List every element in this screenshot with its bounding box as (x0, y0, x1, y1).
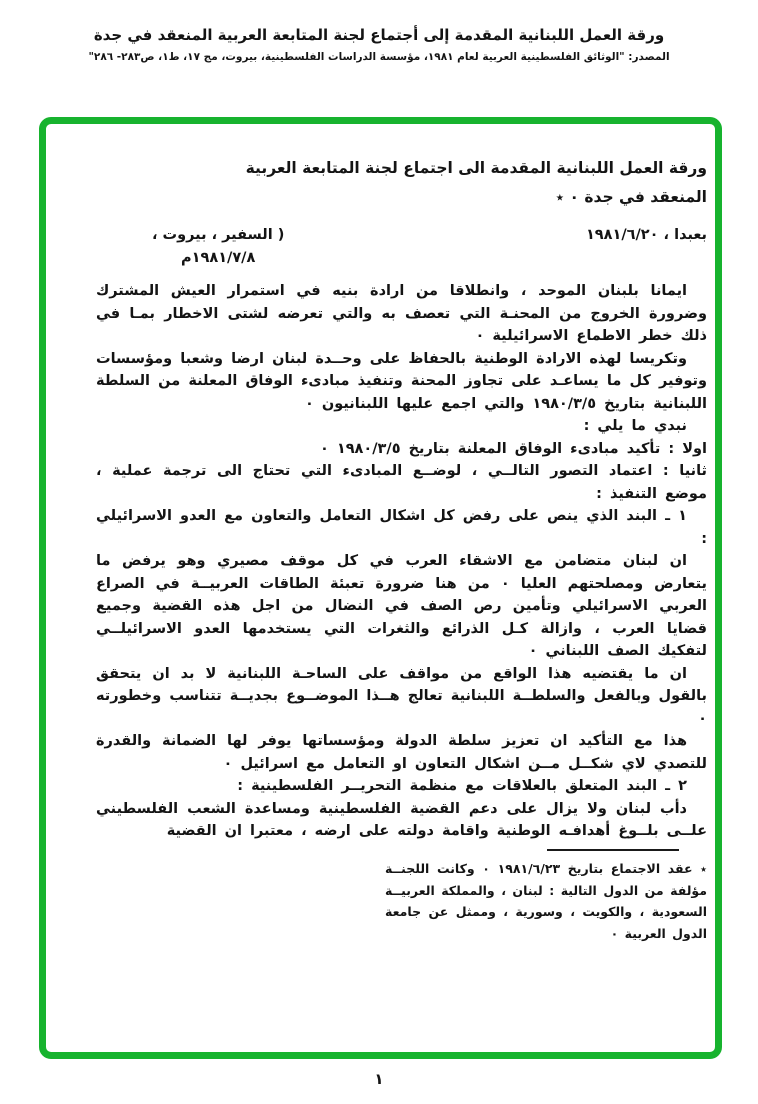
paragraph-state-authority: هذا مع التأكيد ان تعزيز سلطة الدولة ومؤسساتها يوفر لها الضمانة والقدرة للتصدي لاي شكــل مــن اشكال التعاون او التعامل مع اسرائيل ٠ (96, 733, 707, 772)
page-header-source: المصدر: "الوثائق الفلسطينية العربية لعام ١٩٨١، مؤسسة الدراسات الفلسطينية، بيروت، مج ١٧، ط١، ص٢٨٣- ٢٨٦" (88, 51, 670, 63)
footnote (96, 849, 707, 945)
paragraph-palestinian-cause: دأب لبنان ولا يزال على دعم القضية الفلسطينية ومساعدة الشعب الفلسطيني علــى بلــوغ أهدافـه الوطنية واقامة دولته على ارضه ، معتبرا ان القضية (96, 800, 707, 839)
paragraph-we-state: نبدي ما يلي : (583, 418, 687, 434)
dateline-place-date: بعبدا ، ١٩٨١/٦/٢٠ (585, 227, 707, 243)
dateline-source-date: ١٩٨١/٧/٨م (181, 250, 256, 266)
dateline-source-name: ( السفير ، بيروت ، (152, 227, 285, 243)
dateline (96, 224, 707, 270)
paragraph-item-2-heading: ٢ ـ البند المتعلق بالعلاقات مع منظمة التحريــر الفلسطينية : (237, 778, 687, 794)
paragraph-first-clause: اولا : تأكيد مبادىء الوفاق المعلنة بتاريخ ١٩٨٠/٣/٥ ٠ (319, 440, 707, 457)
document-content (46, 124, 715, 1052)
document-frame (39, 117, 722, 1059)
paragraph-lebanese-arena: ان ما يقتضيه هذا الواقع من مواقف على الساحـة اللبنانية لا بد ان يتحقق بالقول وبالفعل والسلطــة اللبنانية تعالج هــذا الموضــوع بجديــة تتناسب وخطورته ٠ (96, 665, 707, 727)
footnote-separator (547, 849, 679, 852)
document-title: ورقة العمل اللبنانية المقدمة الى اجتماع لجنة المتابعة العربية المنعقد في جدة ٠ ٭ (245, 159, 707, 206)
document-page (0, 26, 758, 1088)
document-body (96, 280, 707, 843)
dateline-source (152, 224, 284, 270)
paragraph-faith-united-lebanon: ايمانا بلبنان الموحد ، وانطلاقا من ارادة بنيه في استمرار العيش المشترك وضرورة الخروج من المحنـة التي تعصف به والتي تعرضه لشتى الاخطار بمـا في ذلك خطر الاطماع الاسرائيلية ٠ (96, 283, 707, 344)
page-number: ١ (374, 1070, 384, 1088)
footnote-text: ٭ عقد الاجتماع بتاريخ ١٩٨١/٦/٢٣ ٠ وكانت اللجنــة مؤلفة من الدول التالية : لبنان ، والمملكة العربيــة السعودية ، والكويت ، وسورية ، وممثل عن جامعة الدول العربية ٠ (385, 861, 707, 941)
paragraph-item-1-heading: ١ ـ البند الذي ينص على رفض كل اشكال التعامل والتعاون مع العدو الاسرائيلي : (96, 508, 707, 547)
paragraph-solidarity: ان لبنان متضامن مع الاشقاء العرب في كل موقف مصيري وهو يرفض ما يتعارض ومصلحتهم العليا ٠ من هنا ضرورة تعبئة الطاقات العربيــة في الصراع العربي الاسرائيلي وتأمين رص الصف في النضال من اجل هذه القضية وجميع قضايا العرب ، وازالة كـل الذرائع والثغرات التي يستخدمها العدو الاسرائيلــي لتفكيك الصف اللبناني ٠ (96, 553, 707, 659)
paragraph-second-clause: ثانيا : اعتماد التصور التالــي ، لوضــع المبادىء التي تحتاج الى ترجمة عملية ، موضع التنفيذ : (96, 463, 707, 502)
paragraph-national-will: وتكريسا لهذه الارادة الوطنية بالحفاظ على وحــدة لبنان ارضا وشعبا ومؤسسات وتوفير كل ما يساعـد على تجاوز المحنة وتنفيذ مبادىء الوفاق المعلنة من السلطة اللبنانية بتاريخ ١٩٨٠/٣/٥ والتي اجمع عليها اللبنانيون ٠ (96, 350, 707, 412)
page-header-title: ورقة العمل اللبنانية المقدمة إلى أجتماع لجنة المتابعة العربية المنعقد في جدة (93, 26, 665, 44)
